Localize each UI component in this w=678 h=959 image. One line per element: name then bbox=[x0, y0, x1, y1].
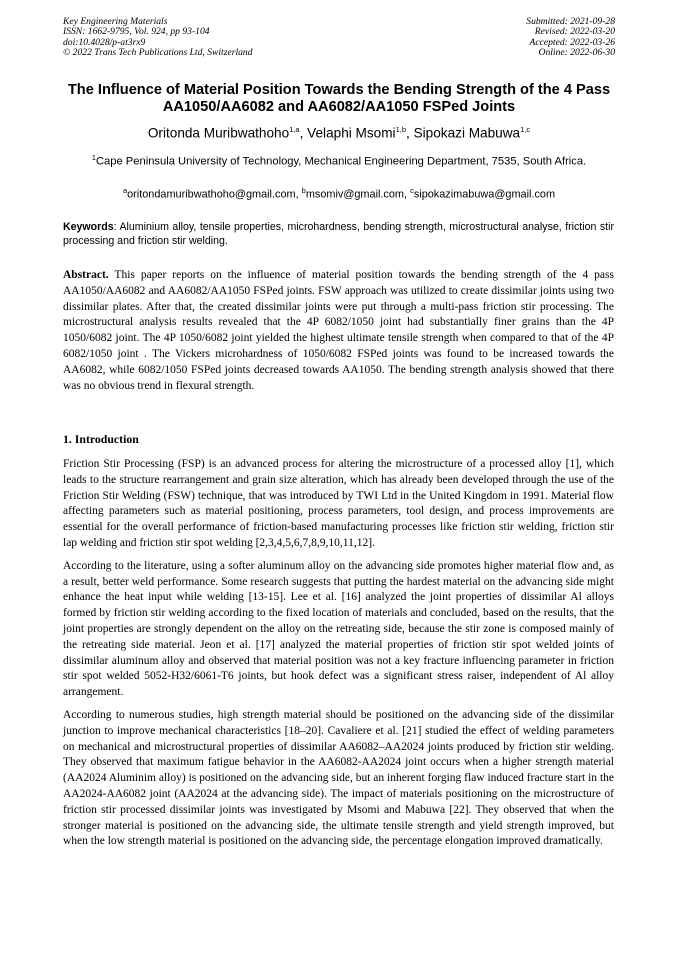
email-sup: b bbox=[301, 186, 306, 195]
affiliation-sup: 1 bbox=[91, 153, 96, 162]
author-affil-sup: 1,b bbox=[395, 125, 407, 134]
author-name: Oritonda Muribwathoho bbox=[147, 125, 290, 141]
keywords-block bbox=[63, 220, 614, 248]
author-name: Velaphi Msomi bbox=[307, 125, 396, 141]
introduction-body bbox=[63, 457, 614, 857]
publication-info bbox=[63, 17, 253, 59]
paragraph: Friction Stir Processing (FSP) is an advanced process for altering the microstructure of a processed alloy [1], which leads to the structure rearrangement and grain size alteration, which has already been developed through the use of the Friction Stir Welding (FSW) technique, that was introduced by TWI Ltd in the United Kingdom in 1991. Material flow affecting parameters such as material positioning, process parameters, tool design, and process improvements are essential for the overall performance of friction-based manufacturing processes like friction stir welding, friction stir lap welding and friction stir spot welding [2,3,4,5,6,7,8,9,10,11,12]. bbox=[63, 458, 614, 549]
journal-header bbox=[63, 17, 615, 59]
revised-date: Revised: 2022-03-20 bbox=[534, 26, 615, 38]
keywords-text: : Aluminium alloy, tensile properties, microhardness, bending strength, microstructural analyse, friction stir processing and friction stir welding. bbox=[63, 221, 614, 247]
author-list bbox=[40, 125, 638, 141]
author-name: Sipokazi Mabuwa bbox=[413, 125, 521, 141]
online-date: Online: 2022-06-30 bbox=[538, 47, 615, 59]
email-sup: a bbox=[122, 186, 128, 195]
abstract-block bbox=[63, 268, 614, 394]
journal-name: Key Engineering Materials bbox=[63, 16, 168, 27]
copyright: © 2022 Trans Tech Publications Ltd, Switzerland bbox=[63, 47, 253, 59]
email-separator: , bbox=[404, 188, 411, 201]
email-link[interactable]: msomiv@gmail.com bbox=[305, 188, 405, 201]
email-list bbox=[40, 186, 638, 201]
abstract-text: This paper reports on the influence of material position towards the bending strength of the 4 pass AA1050/AA6082 and AA6082/AA1050 FSPed joints. FSW approach was utilized to create dissimilar joints using two dissimilar plates. After that, the created dissimilar joints were put through a multi-pass friction stir processing. The microstructural analysis results revealed that the 4P 6082/1050 joint had substantially finer grains than the 4P 1050/6082 joint. The 4P 1050/6082 joint yielded the highest ultimate tensile strength when compared to that of the 4P 6082/1050 joint . The Vickers microhardness of 1050/6082 FSPed joints was found to be increased towards the AA6082, while 6082/1050 FSPed joints decreased towards AA1050. The bending strength analysis showed that there was no obvious trend in flexural strength. bbox=[63, 269, 614, 392]
affiliation bbox=[63, 151, 615, 169]
email-sup: c bbox=[410, 186, 414, 195]
submitted-date: Submitted: 2021-09-28 bbox=[526, 16, 615, 27]
paragraph: According to the literature, using a softer aluminum alloy on the advancing side promotes higher material flow and, as a result, better weld performance. Some research suggests that putting the hardest material on the advancing side might enhance the heat input while welding [13-15]. Lee et al. [16] analyzed the joint properties of dissimilar Al alloys formed by friction stir welding according to the fixed location of materials and concluded, based on the results, that the joint properties are strongly dependent on the alloy on the retreating side, because the stir zone is composed mainly of the retreating side material. Jeon et al. [17] analyzed the material properties of friction stir spot welded joints of dissimilar aluminum alloy and observed that material position was not a key fracture influencing parameter in friction stir spot welded 5052-H32/6061-T6 joints, but hook defect was a significant stress raiser, independent of Al alloy arrangement. bbox=[63, 559, 614, 699]
affiliation-text: Cape Peninsula University of Technology, Mechanical Engineering Department, 7535, South Africa. bbox=[95, 155, 587, 168]
author-affil-sup: 1,a bbox=[289, 125, 300, 134]
author-separator: , bbox=[406, 125, 414, 141]
email-separator: , bbox=[295, 188, 302, 201]
abstract-label: Abstract. bbox=[63, 269, 109, 281]
keywords-label: Keywords bbox=[63, 221, 114, 233]
email-link[interactable]: oritondamuribwathoho@gmail.com bbox=[127, 188, 296, 201]
section-heading-introduction: 1. Introduction bbox=[63, 432, 139, 446]
paragraph: According to numerous studies, high strength material should be positioned on the advancing side of the dissimilar junction to improve mechanical characteristics [18–20]. Cavaliere et al. [21] studied the effect of welding parameters on mechanical and microstructural properties of dissimilar AA6082–AA2024 joints produced by friction stir welding. They observed that maximum fatigue behavior in the AA6082-AA2024 joint occurs when a higher strength material (AA2024 Aluminim alloy) is positioned on the advancing side, but an inherent forging flaw induced fracture start in the AA2024-AA6082 joint (AA2024 at the advancing side). The impact of materials positioning on the microstructure of friction stir processed dissimilar joints was investigated by Msomi and Mabuwa [22]. They observed that when the stronger material is positioned on the advancing side, the ultimate tensile strength and yield strength improved, but when the low strength material is positioned on the advancing side, the percentage elongation improved dramatically. bbox=[63, 708, 614, 848]
issn: ISSN: 1662-9795, Vol. 924, pp 93-104 bbox=[63, 26, 210, 38]
email-link[interactable]: sipokazimabuwa@gmail.com bbox=[413, 188, 556, 201]
paper-title: The Influence of Material Position Towards the Bending Strength of the 4 Pass AA1050/AA6082 and AA6082/AA1050 FSPed Joints bbox=[67, 82, 611, 115]
author-separator: , bbox=[299, 125, 308, 141]
submission-dates bbox=[526, 17, 615, 59]
doi: doi:10.4028/p-at3rx9 bbox=[63, 36, 146, 48]
author-affil-sup: 1,c bbox=[520, 125, 531, 134]
accepted-date: Accepted: 2022-03-26 bbox=[529, 36, 615, 48]
